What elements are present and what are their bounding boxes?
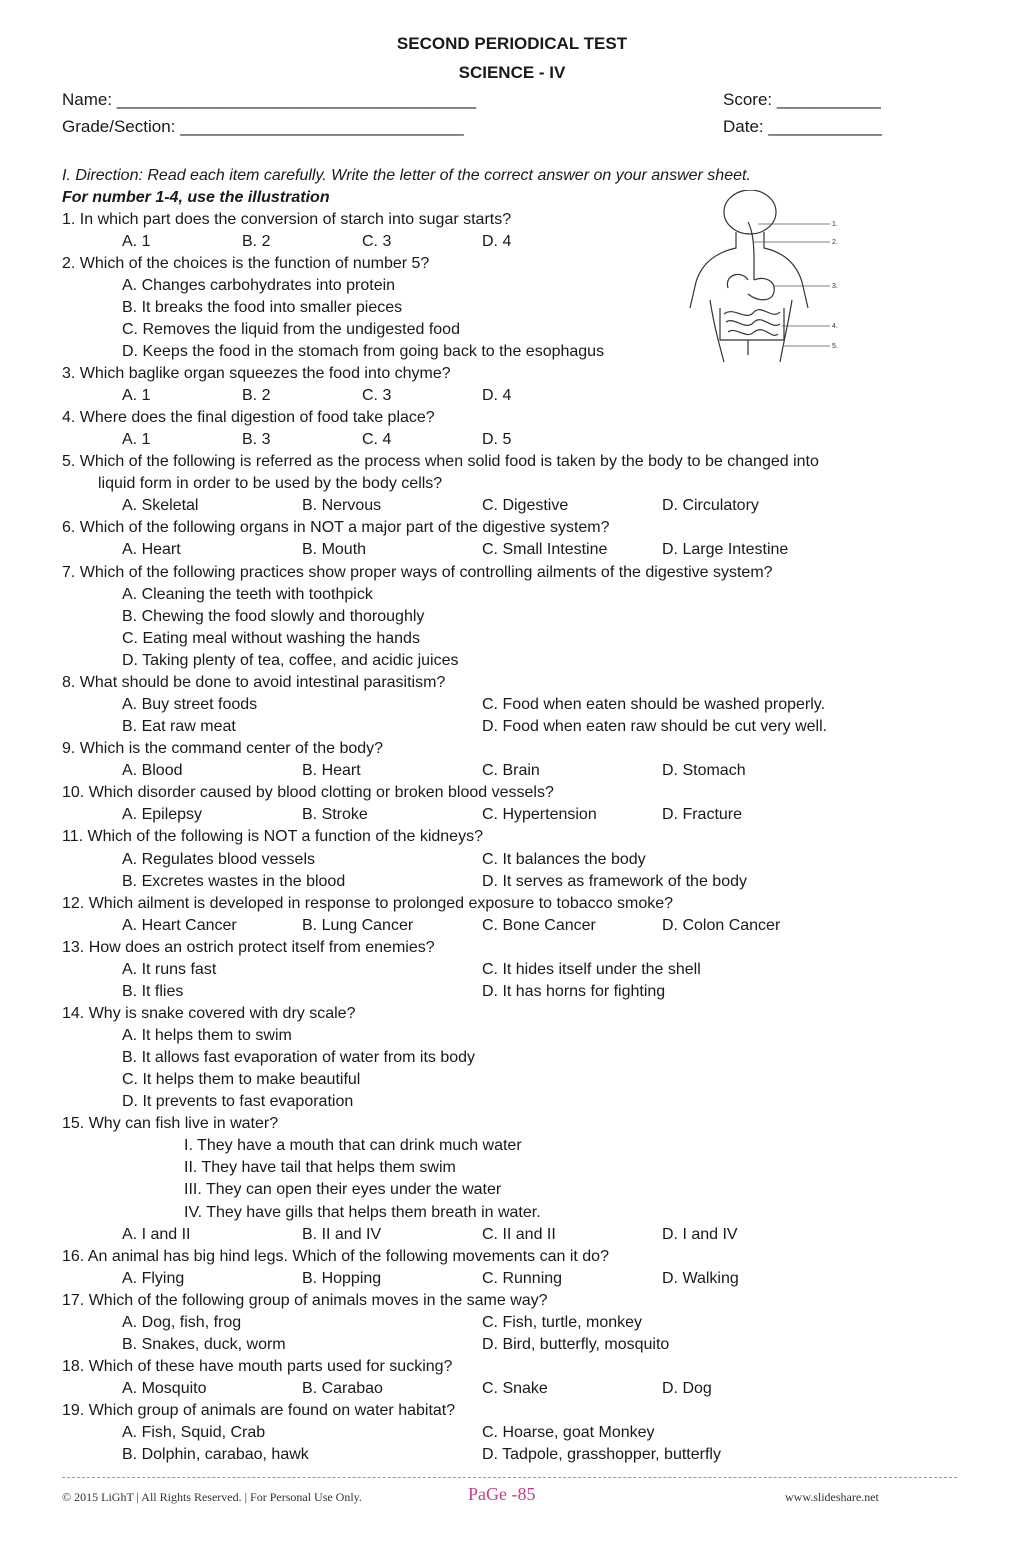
answer-option: III. They can open their eyes under the water xyxy=(184,1181,502,1198)
answer-option: B. Carabao xyxy=(302,1380,383,1397)
answer-option: A. Buy street foods xyxy=(122,696,258,713)
question-text: 4. Where does the final digestion of food take place? xyxy=(62,409,435,426)
answer-option: B. Snakes, duck, worm xyxy=(122,1336,286,1353)
name-field: Name: ______________________________________ xyxy=(62,90,477,109)
answer-option: B. It flies xyxy=(122,983,184,1000)
answer-option: D. 4 xyxy=(482,387,512,404)
question-text: 9. Which is the command center of the body? xyxy=(62,740,384,757)
answer-option: B. Excretes wastes in the blood xyxy=(122,873,346,890)
answer-option: D. Large Intestine xyxy=(662,541,789,558)
answer-option: B. Eat raw meat xyxy=(122,718,236,735)
answer-option: B. Mouth xyxy=(302,541,367,558)
footer-divider xyxy=(62,1477,957,1478)
answer-option: C. Eating meal without washing the hands xyxy=(122,630,420,647)
question-text: 5. Which of the following is referred as the process when solid food is taken by the body to be changed into xyxy=(62,453,819,470)
answer-option: D. Food when eaten raw should be cut very well. xyxy=(482,718,828,735)
answer-option: C. Fish, turtle, monkey xyxy=(482,1314,643,1331)
digestive-system-illustration xyxy=(688,190,848,365)
answer-option: C. Small Intestine xyxy=(482,541,608,558)
question-text: 11. Which of the following is NOT a function of the kidneys? xyxy=(62,828,483,845)
diagram-label-5: 5. xyxy=(832,343,838,350)
answer-option: D. Dog xyxy=(662,1380,712,1397)
grade-section-field: Grade/Section: ______________________________ xyxy=(62,117,464,136)
answer-option: D. 5 xyxy=(482,431,512,448)
answer-option: A. Regulates blood vessels xyxy=(122,851,315,868)
answer-option: C. 3 xyxy=(362,233,392,250)
answer-option: II. They have tail that helps them swim xyxy=(184,1159,456,1176)
footer-source: www.slideshare.net xyxy=(785,1490,879,1504)
answer-option: D. Bird, butterfly, mosquito xyxy=(482,1336,670,1353)
answer-option: B. Dolphin, carabao, hawk xyxy=(122,1446,309,1463)
answer-option: D. Fracture xyxy=(662,806,743,823)
question-text: 10. Which disorder caused by blood clotting or broken blood vessels? xyxy=(62,784,554,801)
answer-option: C. 3 xyxy=(362,387,392,404)
answer-option: A. It runs fast xyxy=(122,961,217,978)
answer-option: A. Dog, fish, frog xyxy=(122,1314,242,1331)
answer-option: C. Hoarse, goat Monkey xyxy=(482,1424,655,1441)
answer-option: C. It balances the body xyxy=(482,851,646,868)
question-text: 3. Which baglike organ squeezes the food into chyme? xyxy=(62,365,451,382)
answer-option: A. Blood xyxy=(122,762,183,779)
answer-option: B. 3 xyxy=(242,431,271,448)
answer-option: C. Running xyxy=(482,1270,563,1287)
question-text: 17. Which of the following group of animals moves in the same way? xyxy=(62,1292,548,1309)
answer-option: A. Skeletal xyxy=(122,497,199,514)
answer-option: B. 2 xyxy=(242,387,271,404)
answer-option: A. It helps them to swim xyxy=(122,1027,292,1044)
answer-option: C. Food when eaten should be washed properly. xyxy=(482,696,826,713)
answer-option: B. Nervous xyxy=(302,497,382,514)
answer-option: C. Brain xyxy=(482,762,540,779)
direction-text: I. Direction: Read each item carefully. Write the letter of the correct answer on your answer sheet. xyxy=(62,167,751,184)
answer-option: C. Snake xyxy=(482,1380,548,1397)
question-text: 13. How does an ostrich protect itself from enemies? xyxy=(62,939,435,956)
question-text: 1. In which part does the conversion of starch into sugar starts? xyxy=(62,211,512,228)
answer-option: D. Circulatory xyxy=(662,497,759,514)
answer-option: A. 1 xyxy=(122,233,151,250)
diagram-label-3: 3. xyxy=(832,283,838,290)
answer-option: D. Tadpole, grasshopper, butterfly xyxy=(482,1446,721,1463)
page-title: SECOND PERIODICAL TEST xyxy=(396,34,628,53)
answer-option: A. 1 xyxy=(122,387,151,404)
question-text: 8. What should be done to avoid intestinal parasitism? xyxy=(62,674,446,691)
date-field: Date: ____________ xyxy=(723,117,882,136)
illustration-note: For number 1-4, use the illustration xyxy=(62,189,330,206)
question-text: 7. Which of the following practices show proper ways of controlling ailments of the digestive system? xyxy=(62,564,773,581)
answer-option: I. They have a mouth that can drink much water xyxy=(184,1137,522,1154)
answer-option: C. Hypertension xyxy=(482,806,597,823)
answer-option: A. Mosquito xyxy=(122,1380,207,1397)
answer-option: D. It serves as framework of the body xyxy=(482,873,747,890)
answer-option: liquid form in order to be used by the body cells? xyxy=(98,475,443,492)
footer-copyright: © 2015 LiGhT | All Rights Reserved. | For Personal Use Only. xyxy=(62,1490,362,1504)
answer-option: B. It allows fast evaporation of water from its body xyxy=(122,1049,476,1066)
answer-option: C. Digestive xyxy=(482,497,569,514)
question-text: 19. Which group of animals are found on water habitat? xyxy=(62,1402,456,1419)
question-text: 14. Why is snake covered with dry scale? xyxy=(62,1005,356,1022)
answer-option: D. Walking xyxy=(662,1270,739,1287)
answer-option: B. Hopping xyxy=(302,1270,382,1287)
question-text: 12. Which ailment is developed in response to prolonged exposure to tobacco smoke? xyxy=(62,895,674,912)
score-field: Score: ___________ xyxy=(723,90,881,109)
question-text: 2. Which of the choices is the function of number 5? xyxy=(62,255,430,272)
answer-option: C. Bone Cancer xyxy=(482,917,596,934)
answer-option: C. It hides itself under the shell xyxy=(482,961,701,978)
answer-option: D. Taking plenty of tea, coffee, and acidic juices xyxy=(122,652,459,669)
answer-option: A. Heart Cancer xyxy=(122,917,237,934)
diagram-label-4: 4. xyxy=(832,323,838,330)
answer-option: A. Changes carbohydrates into protein xyxy=(122,277,396,294)
diagram-label-1: 1. xyxy=(832,221,838,228)
answer-option: C. Removes the liquid from the undigested food xyxy=(122,321,460,338)
question-text: 6. Which of the following organs in NOT a major part of the digestive system? xyxy=(62,519,610,536)
answer-option: A. Cleaning the teeth with toothpick xyxy=(122,586,373,603)
page-number: PaGe -85 xyxy=(468,1484,536,1504)
answer-option: D. I and IV xyxy=(662,1226,738,1243)
answer-option: D. Colon Cancer xyxy=(662,917,781,934)
question-text: 15. Why can fish live in water? xyxy=(62,1115,279,1132)
answer-option: B. It breaks the food into smaller pieces xyxy=(122,299,403,316)
diagram-label-2: 2. xyxy=(832,239,838,246)
answer-option: B. 2 xyxy=(242,233,271,250)
question-text: 18. Which of these have mouth parts used for sucking? xyxy=(62,1358,453,1375)
answer-option: A. Fish, Squid, Crab xyxy=(122,1424,266,1441)
answer-option: B. Heart xyxy=(302,762,361,779)
answer-option: D. Stomach xyxy=(662,762,746,779)
answer-option: D. 4 xyxy=(482,233,512,250)
answer-option: C. 4 xyxy=(362,431,392,448)
answer-option: A. Epilepsy xyxy=(122,806,203,823)
answer-option: A. Flying xyxy=(122,1270,185,1287)
answer-option: A. Heart xyxy=(122,541,181,558)
page-subtitle: SCIENCE - IV xyxy=(458,63,566,82)
answer-option: C. It helps them to make beautiful xyxy=(122,1071,361,1088)
answer-option: A. I and II xyxy=(122,1226,191,1243)
answer-option: D. It has horns for fighting xyxy=(482,983,666,1000)
question-text: 16. An animal has big hind legs. Which of the following movements can it do? xyxy=(62,1248,609,1265)
answer-option: B. II and IV xyxy=(302,1226,382,1243)
answer-option: B. Stroke xyxy=(302,806,368,823)
answer-option: D. It prevents to fast evaporation xyxy=(122,1093,354,1110)
answer-option: IV. They have gills that helps them breath in water. xyxy=(184,1204,541,1221)
answer-option: B. Lung Cancer xyxy=(302,917,414,934)
answer-option: C. II and II xyxy=(482,1226,556,1243)
answer-option: A. 1 xyxy=(122,431,151,448)
answer-option: D. Keeps the food in the stomach from going back to the esophagus xyxy=(122,343,605,360)
answer-option: B. Chewing the food slowly and thoroughly xyxy=(122,608,425,625)
